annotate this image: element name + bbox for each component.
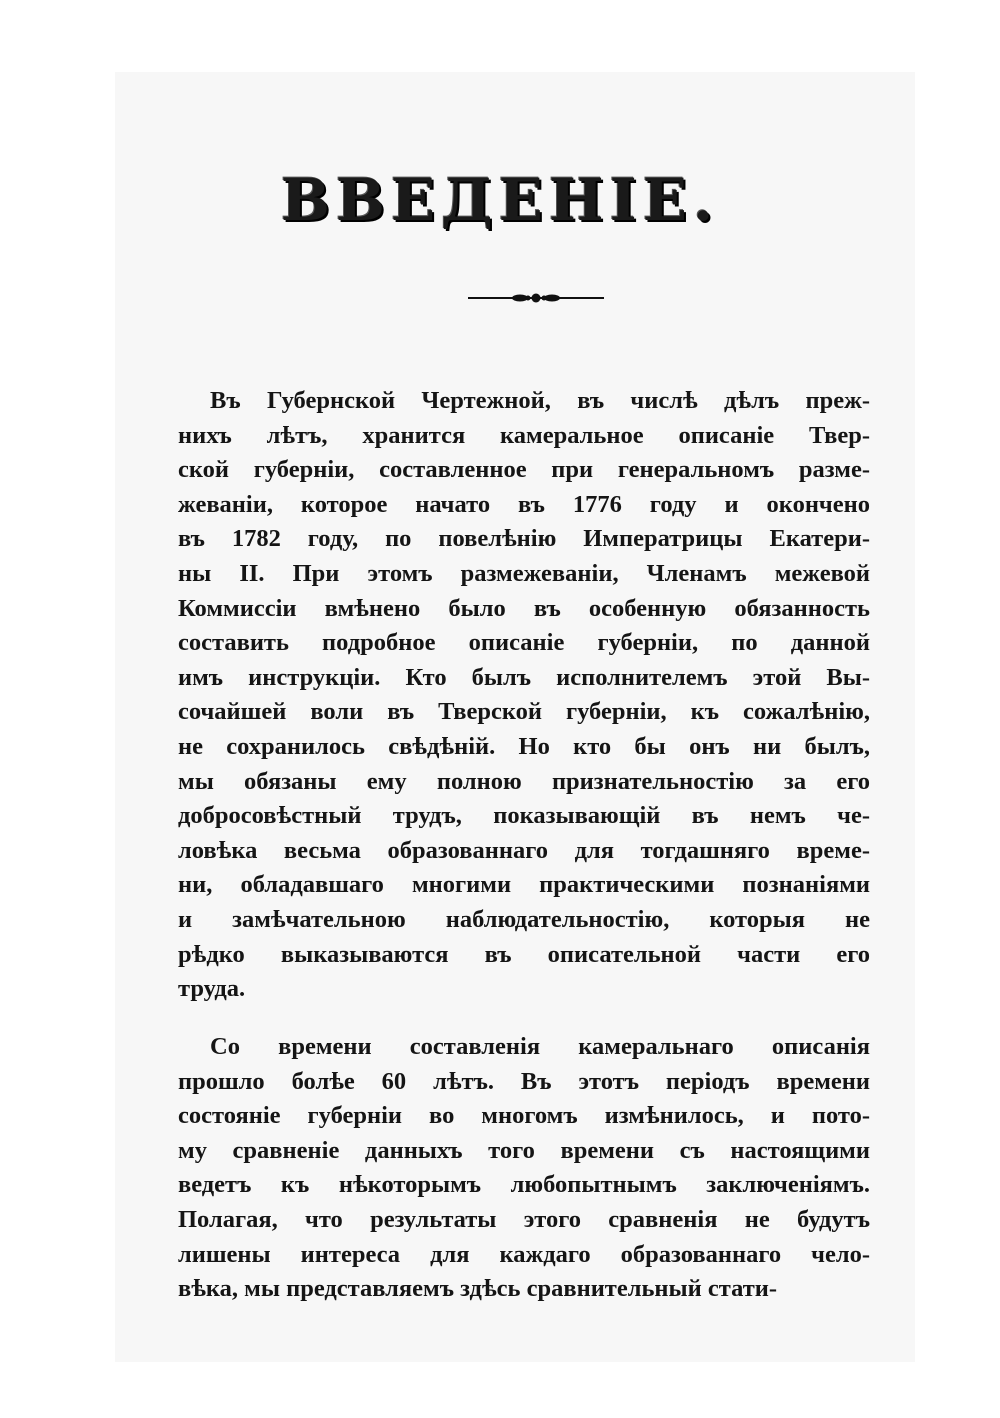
text-line: вѣка, мы представляемъ здѣсь сравнительный стати-: [178, 1275, 778, 1303]
text-line: сочайшей воли въ Тверской губерніи, къ сожалѣнію,: [178, 698, 870, 726]
text-line: труда.: [178, 975, 246, 1003]
text-line: Полагая, что результаты этого сравненія не будутъ: [178, 1205, 870, 1233]
text-line: ны II. При этомъ размежеваніи, Членамъ межевой: [178, 559, 870, 587]
text-line: мы обязаны ему полною признательностію за его: [178, 767, 870, 795]
text-line: Со времени составленія камеральнаго описанія: [210, 1033, 870, 1060]
page-title: ВВЕДЕНІЕ.: [280, 166, 720, 234]
text-line: прошло болѣе 60 лѣтъ. Въ этотъ періодъ времени: [178, 1067, 870, 1095]
text-line: добросовѣстный трудъ, показывающій въ немъ че-: [178, 802, 870, 830]
text-line: составить подробное описаніе губерніи, по данной: [178, 629, 870, 657]
text-line: и замѣчательною наблюдательностію, которыя не: [178, 905, 870, 933]
text-line: ни, обладавшаго многими практическими познаніями: [178, 871, 870, 899]
text-line: въ 1782 году, по повелѣнію Императрицы Екатери-: [178, 525, 870, 553]
text-line: не сохранилось свѣдѣній. Но кто бы онъ ни былъ,: [178, 732, 870, 760]
text-line: нихъ лѣтъ, хранится камеральное описаніе Твер-: [178, 421, 870, 449]
text-line: ведетъ къ нѣкоторымъ любопытнымъ заключеніямъ.: [178, 1171, 870, 1199]
text-line: Въ Губернской Чертежной, въ числѣ дѣлъ преж-: [210, 387, 870, 414]
text-line: имъ инструкціи. Кто былъ исполнителемъ этой Вы-: [178, 663, 870, 691]
text-line: Коммиссіи вмѣнено было въ особенную обязанность: [178, 594, 870, 622]
paragraph-1: [178, 384, 870, 1007]
text-line: ской губерніи, составленное при генеральномъ разме-: [178, 456, 870, 484]
text-line: состояніе губерніи во многомъ измѣнилось, и пото-: [178, 1102, 870, 1130]
text-line: ловѣка весьма образованнаго для тогдашняго време-: [178, 836, 870, 864]
text-line: жеваніи, которое начато въ 1776 году и окончено: [178, 490, 870, 518]
text-line: лишены интереса для каждаго образованнаго чело-: [178, 1240, 870, 1268]
ornament-divider: [468, 290, 604, 306]
paragraph-2: [178, 1030, 870, 1307]
text-line: рѣдко выказываются въ описательной части его: [178, 940, 870, 968]
text-line: му сравненіе данныхъ того времени съ настоящими: [178, 1136, 870, 1164]
